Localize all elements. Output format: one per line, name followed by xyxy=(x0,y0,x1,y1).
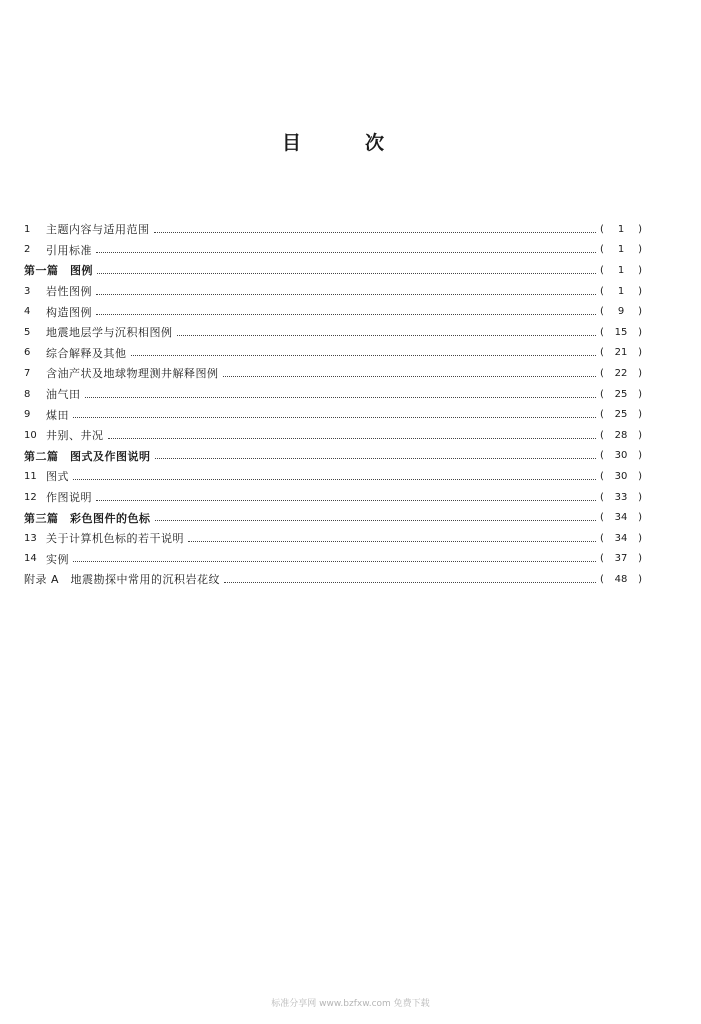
toc-page-ref xyxy=(600,409,642,420)
toc-page-number: 25 xyxy=(614,409,628,421)
toc-entry-number: 8 xyxy=(24,388,31,400)
toc-entry-label: 引用标准 xyxy=(46,243,92,257)
toc-page-number: 30 xyxy=(614,450,628,462)
toc-page-ref xyxy=(600,224,642,235)
toc-entry-number: 4 xyxy=(24,306,31,318)
toc-page-ref xyxy=(600,286,642,297)
toc-entry-label: 井别、井况 xyxy=(46,429,104,443)
paren-close: ) xyxy=(638,512,642,524)
toc-page-number: 33 xyxy=(614,491,628,503)
toc-entry-number: 3 xyxy=(24,285,31,297)
toc-leader-dots xyxy=(131,355,597,356)
paren-open: ( xyxy=(600,326,604,338)
paren-open: ( xyxy=(600,264,604,276)
toc-entry-number: 2 xyxy=(24,244,31,256)
toc-entry-label: 第一篇 图例 xyxy=(24,264,93,278)
toc-leader-dots xyxy=(154,232,597,233)
paren-close: ) xyxy=(638,450,642,462)
toc-entry-label: 岩性图例 xyxy=(46,285,92,299)
toc-page-ref xyxy=(600,492,642,503)
toc-entry-label: 油气田 xyxy=(46,388,81,402)
toc-entry[interactable] xyxy=(24,487,642,508)
paren-close: ) xyxy=(638,367,642,379)
paren-close: ) xyxy=(638,264,642,276)
paren-open: ( xyxy=(600,429,604,441)
toc-leader-dots xyxy=(96,314,596,315)
toc-entry[interactable] xyxy=(24,466,642,487)
toc-entry-number: 5 xyxy=(24,326,31,338)
toc-entry-number: 14 xyxy=(24,553,37,565)
paren-close: ) xyxy=(638,470,642,482)
toc-part-heading[interactable] xyxy=(24,446,642,467)
paren-close: ) xyxy=(638,347,642,359)
toc-entry-label: 主题内容与适用范围 xyxy=(46,223,150,237)
toc-leader-dots xyxy=(177,335,597,336)
toc-page-number: 1 xyxy=(617,244,625,256)
paren-open: ( xyxy=(600,450,604,462)
toc-entry-label: 关于计算机色标的若干说明 xyxy=(46,532,184,546)
paren-open: ( xyxy=(600,409,604,421)
paren-close: ) xyxy=(638,491,642,503)
toc-leader-dots xyxy=(73,417,596,418)
toc-entry[interactable] xyxy=(24,322,642,343)
toc-entry-number: 9 xyxy=(24,409,31,421)
paren-close: ) xyxy=(638,429,642,441)
toc-entry[interactable] xyxy=(24,240,642,261)
watermark-footer: 标准分享网 www.bzfxw.com 免费下载 xyxy=(271,999,430,1009)
toc-leader-dots xyxy=(96,500,596,501)
toc-page-ref xyxy=(600,347,642,358)
toc-entry[interactable] xyxy=(24,425,642,446)
toc-entry-label: 构造图例 xyxy=(46,305,92,319)
toc-entry-label: 地震地层学与沉积相图例 xyxy=(46,326,173,340)
paren-close: ) xyxy=(638,306,642,318)
toc-page-number: 21 xyxy=(614,347,628,359)
toc-page-ref xyxy=(600,430,642,441)
paren-close: ) xyxy=(638,532,642,544)
title-char-1: 目 xyxy=(282,132,302,154)
toc-entry[interactable] xyxy=(24,528,642,549)
toc-entry-label: 综合解释及其他 xyxy=(46,346,127,360)
toc-entry-label: 图式 xyxy=(46,470,69,484)
toc-entry[interactable] xyxy=(24,219,642,240)
toc-leader-dots xyxy=(224,582,596,583)
paren-open: ( xyxy=(600,470,604,482)
toc-page-ref xyxy=(600,327,642,338)
toc-entry[interactable] xyxy=(24,404,642,425)
toc-page-number: 37 xyxy=(614,553,628,565)
paren-open: ( xyxy=(600,306,604,318)
paren-open: ( xyxy=(600,512,604,524)
toc-entry[interactable] xyxy=(24,363,642,384)
paren-open: ( xyxy=(600,347,604,359)
toc-entry-label: 煤田 xyxy=(46,408,69,422)
toc-page-ref xyxy=(600,450,642,461)
toc-entry-number: 7 xyxy=(24,367,31,379)
toc-page-number: 22 xyxy=(614,367,628,379)
paren-open: ( xyxy=(600,285,604,297)
title-char-2: 次 xyxy=(365,132,385,154)
toc-page-ref xyxy=(600,533,642,544)
toc-entry-label: 附录 A 地震勘探中常用的沉积岩花纹 xyxy=(24,573,221,587)
paren-close: ) xyxy=(638,285,642,297)
toc-page-number: 48 xyxy=(614,573,628,585)
toc-page-number: 1 xyxy=(617,285,625,297)
toc-leader-dots xyxy=(155,458,597,459)
toc-page-ref xyxy=(600,389,642,400)
toc-entry-number: 1 xyxy=(24,223,31,235)
paren-close: ) xyxy=(638,388,642,400)
toc-entry-number: 12 xyxy=(24,491,37,503)
toc-page-ref xyxy=(600,306,642,317)
paren-open: ( xyxy=(600,491,604,503)
toc-leader-dots xyxy=(155,520,597,521)
toc-page-number: 28 xyxy=(614,429,628,441)
toc-entry-number: 13 xyxy=(24,532,37,544)
paren-close: ) xyxy=(638,326,642,338)
page-title xyxy=(0,128,701,156)
toc-entry-label: 实例 xyxy=(46,552,69,566)
toc-page-ref xyxy=(600,471,642,482)
paren-open: ( xyxy=(600,244,604,256)
paren-close: ) xyxy=(638,553,642,565)
toc-page-number: 25 xyxy=(614,388,628,400)
paren-close: ) xyxy=(638,573,642,585)
toc-entry[interactable] xyxy=(24,549,642,570)
toc-entry-number: 11 xyxy=(24,470,37,482)
toc-leader-dots xyxy=(188,541,596,542)
toc-page-ref xyxy=(600,574,642,585)
toc-leader-dots xyxy=(223,376,597,377)
toc-page-ref xyxy=(600,368,642,379)
toc-page-ref xyxy=(600,244,642,255)
toc-entry-number: 10 xyxy=(24,429,37,441)
toc-page-number: 15 xyxy=(614,326,628,338)
toc-leader-dots xyxy=(73,479,596,480)
toc-page-number: 34 xyxy=(614,512,628,524)
toc-page-number: 9 xyxy=(617,306,625,318)
paren-open: ( xyxy=(600,223,604,235)
toc-entry[interactable] xyxy=(24,281,642,302)
toc-leader-dots xyxy=(97,273,596,274)
toc-page-ref xyxy=(600,265,642,276)
paren-open: ( xyxy=(600,573,604,585)
paren-open: ( xyxy=(600,532,604,544)
paren-open: ( xyxy=(600,388,604,400)
toc-entry-label: 第二篇 图式及作图说明 xyxy=(24,449,151,463)
toc-page-number: 1 xyxy=(617,223,625,235)
toc-leader-dots xyxy=(96,252,596,253)
toc-entry[interactable] xyxy=(24,569,642,590)
toc-page-number: 1 xyxy=(617,264,625,276)
paren-close: ) xyxy=(638,409,642,421)
toc-entry[interactable] xyxy=(24,384,642,405)
toc-leader-dots xyxy=(85,397,597,398)
paren-close: ) xyxy=(638,223,642,235)
toc-entry-number: 6 xyxy=(24,347,31,359)
toc-entry[interactable] xyxy=(24,343,642,364)
toc-leader-dots xyxy=(108,438,597,439)
toc-part-heading[interactable] xyxy=(24,507,642,528)
paren-open: ( xyxy=(600,367,604,379)
toc-leader-dots xyxy=(96,294,596,295)
table-of-contents xyxy=(24,219,642,590)
toc-page-ref xyxy=(600,512,642,523)
toc-part-heading[interactable] xyxy=(24,260,642,281)
toc-page-ref xyxy=(600,553,642,564)
toc-entry[interactable] xyxy=(24,301,642,322)
toc-entry-label: 第三篇 彩色图件的色标 xyxy=(24,511,151,525)
paren-close: ) xyxy=(638,244,642,256)
toc-page-number: 30 xyxy=(614,470,628,482)
toc-entry-label: 含油产状及地球物理测井解释图例 xyxy=(46,367,219,381)
paren-open: ( xyxy=(600,553,604,565)
toc-page-number: 34 xyxy=(614,532,628,544)
toc-entry-label: 作图说明 xyxy=(46,491,92,505)
toc-leader-dots xyxy=(73,561,596,562)
